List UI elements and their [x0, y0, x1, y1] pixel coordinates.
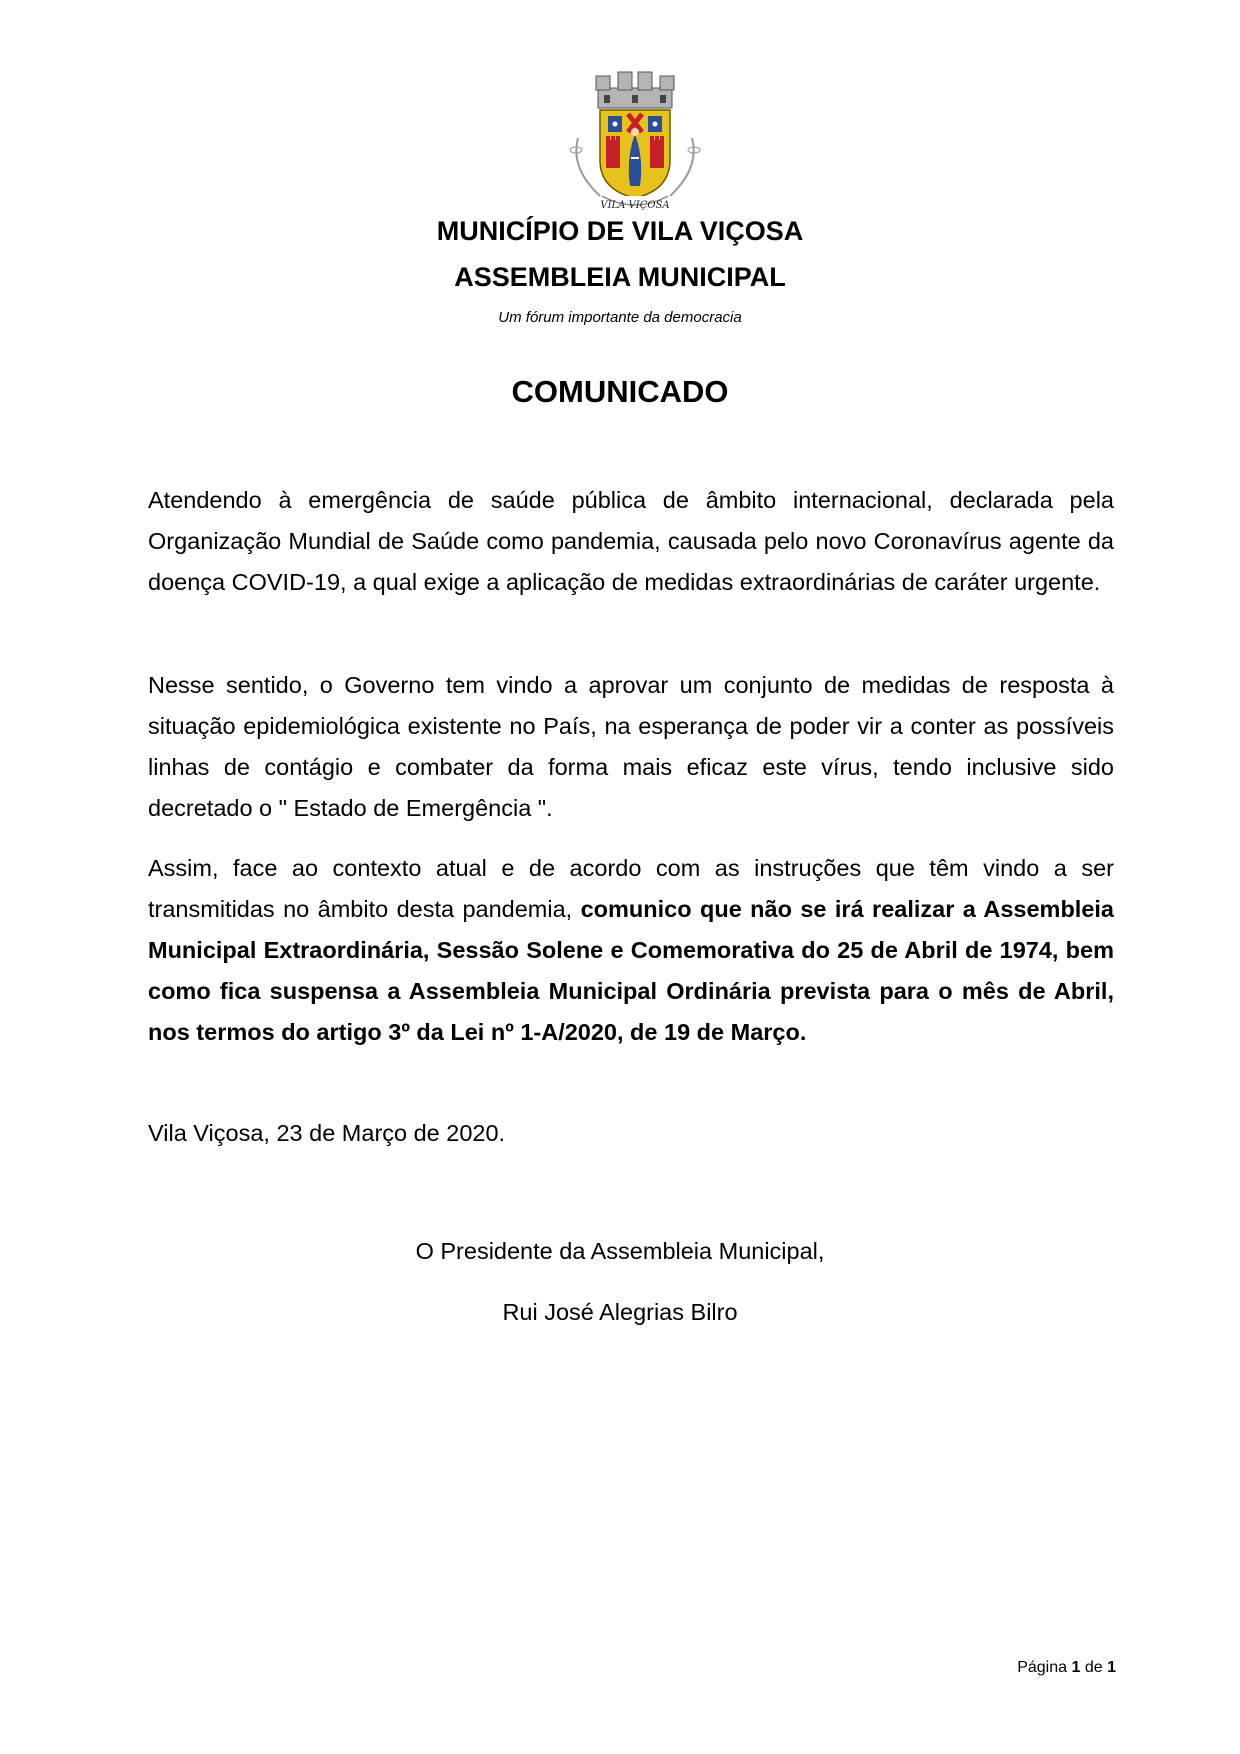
assembly-name: ASSEMBLEIA MUNICIPAL [454, 262, 786, 292]
signatory-role: O Presidente da Assembleia Municipal, [415, 1238, 825, 1264]
page-word: Página [1017, 1659, 1068, 1676]
municipality-name: MUNICÍPIO DE VILA VIÇOSA [436, 216, 804, 246]
place-and-date: Vila Viçosa, 23 de Março de 2020. [148, 1120, 506, 1146]
tagline: Um fórum importante da democracia [498, 309, 742, 326]
page-number [1017, 1659, 1116, 1677]
crest-ribbon-label: VILA VIÇOSA [600, 200, 670, 211]
paragraph-1: Atendendo à emergência de saúde pública de âmbito internacional, declarada pela Organização Mundial de Saúde como pandemia, causada pelo novo Coronavírus agente da doença COVID-19, a qual exige a aplicação de medidas extraordinárias de caráter urgente. [148, 487, 1114, 595]
of-word: de [1084, 1659, 1103, 1676]
page-current: 1 [1071, 1659, 1081, 1676]
document-title: COMUNICADO [511, 374, 729, 409]
municipal-crest-logo [560, 68, 710, 218]
paragraph-3 [148, 848, 1114, 1053]
paragraph-2: Nesse sentido, o Governo tem vindo a aprovar um conjunto de medidas de resposta à situação epidemiológica existente no País, na esperança de poder vir a conter as possíveis linhas de contágio e combater da forma mais eficaz este vírus, tendo inclusive sido decretado o " Estado de Emergência ". [148, 672, 1114, 821]
signatory-name: Rui José Alegrias Bilro [502, 1299, 738, 1325]
paragraph-3-intro: Assim, face ao contexto atual e de acordo com as instruções que têm vindo a ser transmitidas no âmbito desta pandemia, [148, 855, 1114, 922]
page-total: 1 [1107, 1659, 1116, 1676]
paragraph-3-bold-statement: comunico que não se irá realizar a Assembleia Municipal Extraordinária, Sessão Solene e Comemorativa do 25 de Abril de 1974, bem como fica suspensa a Assembleia Municipal Ordinária prevista para o mês de Abril, nos termos do artigo 3º da Lei nº 1-A/2020, de 19 de Março. [148, 896, 1114, 1045]
